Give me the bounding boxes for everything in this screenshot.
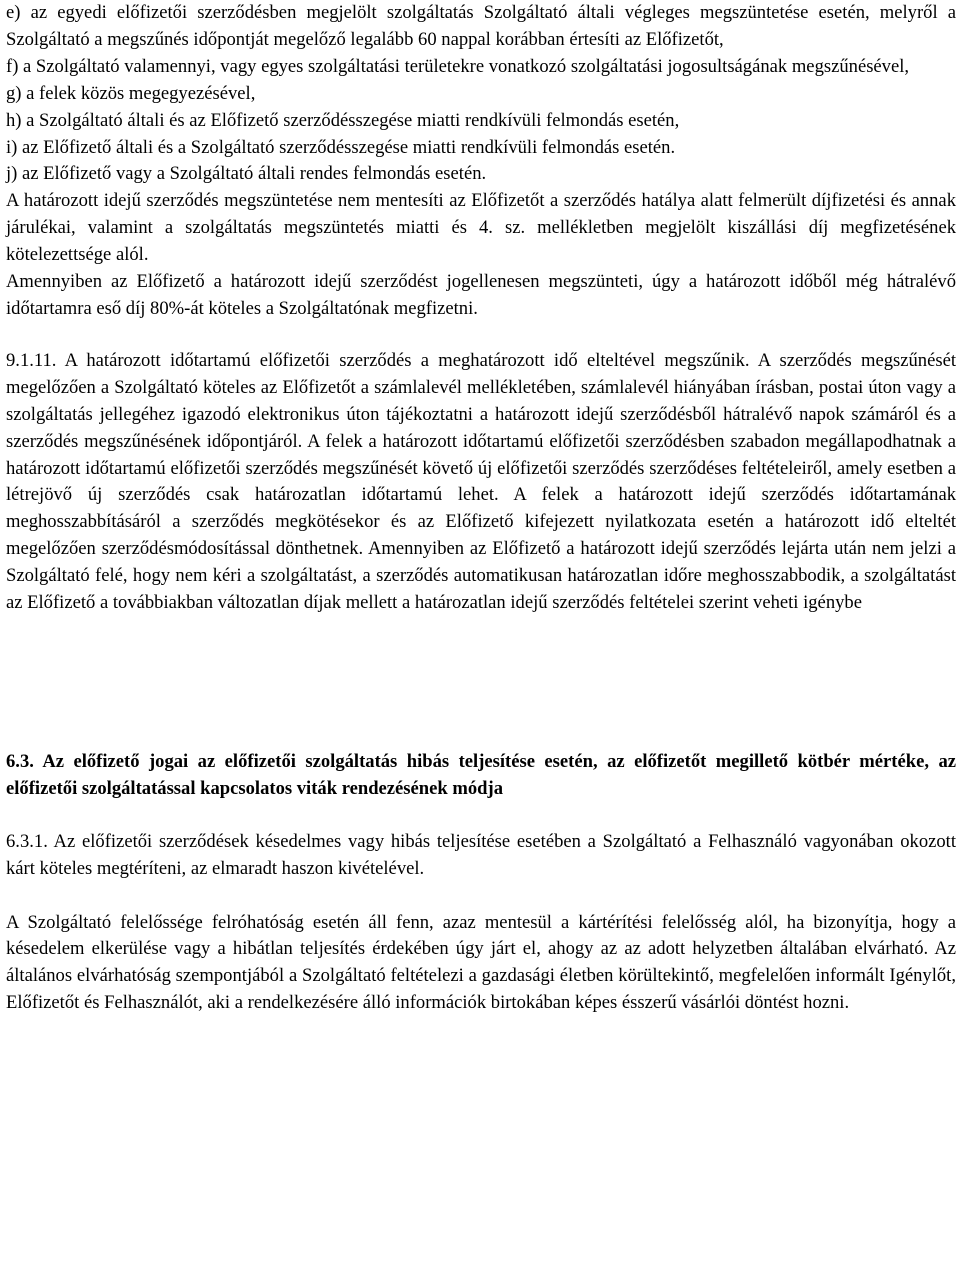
spacer: [6, 883, 956, 910]
spacer: [6, 803, 956, 829]
document-page: [6, 0, 956, 1017]
paragraph-9-1-11: 9.1.11. A határozott időtartamú előfizetői szerződés a meghatározott idő elteltével megszűnik. A szerződés megszűnését megelőzően a Szolgáltató köteles az Előfizetőt a számlalevél mellékletében, számlalevél hiányában írásban, postai úton vagy a szolgáltatás jellegéhez igazodó elektronikus úton tájékoztatni a határozott idejű szerződésből hátralévő napok számáról és a szerződés megszűnésének időpontjáról. A felek a határozott időtartamú előfizetői szerződésben szabadon megállapodhatnak a határozott időtartamú előfizetői szerződés megszűnését követő új előfizetői szerződés szerződéses feltételeiről, amely esetben a létrejövő új szerződés csak határozatlan időtartamú lehet. A felek a határozott idejű szerződés időtartamának meghosszabbításáról a szerződés megkötésekor és az Előfizető kifejezett nyilatkozata esetén a határozott idő elteltét megelőzően szerződésmódosítással dönthetnek. Amennyiben az Előfizető a határozott idejű szerződés lejárta után nem jelzi a Szolgáltató felé, hogy nem kéri a szolgáltatást, a szerződés automatikusan határozatlan időre meghosszabbodik, a szolgáltatást az Előfizető a továbbiakban változatlan díjak mellett a határozatlan idejű szerződés feltételei szerint veheti igénybe: [6, 349, 956, 614]
spacer: [6, 323, 956, 348]
list-item-e: e) az egyedi előfizetői szerződésben megjelölt szolgáltatás Szolgáltató általi végleges megszüntetése esetén, melyről a Szolgáltató a megszűnés időpontját megelőző legalább 60 nappal korábban értesíti az Előfizetőt,: [6, 2, 956, 50]
list-item-i: i) az Előfizető általi és a Szolgáltató szerződésszegése miatti rendkívüli felmondás esetén.: [6, 136, 676, 158]
paragraph-6-3-1: 6.3.1. Az előfizetői szerződések késedelmes vagy hibás teljesítése esetében a Szolgáltató a Felhasználó vagyonában okozott kárt köteles megtéríteni, az elmaradt haszon kivételével.: [6, 830, 956, 879]
spacer: [6, 617, 956, 749]
section-heading-6-3: 6.3. Az előfizető jogai az előfizetői szolgáltatás hibás teljesítése esetén, az előfizetőt megillető kötbér mértéke, az előfizetői szolgáltatással kapcsolatos viták rendezésének módja: [6, 750, 956, 799]
paragraph-liability: A Szolgáltató felelőssége felróhatóság esetén áll fenn, azaz mentesül a kártérítési felelősség alól, ha bizonyítja, hogy a késedelem elkerülése vagy a hibátlan teljesítés érdekében úgy járt el, ahogy az az adott helyzetben általában elvárható. Az általános elvárhatóság szempontjából a Szolgáltató feltételezi a gazdasági életben körültekintő, megfelelően informált Igénylőt, Előfizetőt és Felhasználót, aki a rendelkezésére álló információk birtokában képes ésszerű vásárlói döntést hozni.: [6, 911, 956, 1014]
list-item-j: j) az Előfizető vagy a Szolgáltató általi rendes felmondás esetén.: [6, 163, 487, 185]
list-item-f: f) a Szolgáltató valamennyi, vagy egyes szolgáltatási területekre vonatkozó szolgáltatási jogosultságának megszűnésével,: [6, 55, 910, 77]
list-item-h: h) a Szolgáltató általi és az Előfizető szerződésszegése miatti rendkívüli felmondás esetén,: [6, 109, 680, 131]
paragraph-unlawful-termination: Amennyiben az Előfizető a határozott idejű szerződést jogellenesen megszünteti, úgy a határozott időből még hátralévő időtartamra eső díj 80%-át köteles a Szolgáltatónak megfizetni.: [6, 271, 956, 319]
list-item-g: g) a felek közös megegyezésével,: [6, 82, 256, 104]
paragraph-fixed-term-termination: A határozott idejű szerződés megszüntetése nem mentesíti az Előfizetőt a szerződés hatálya alatt felmerült díjfizetési és annak járulékai, valamint a szolgáltatás megszüntetés miatti és 4. sz. mellékletben megjelölt kiszállási díj megfizetésének kötelezettsége alól.: [6, 190, 956, 266]
